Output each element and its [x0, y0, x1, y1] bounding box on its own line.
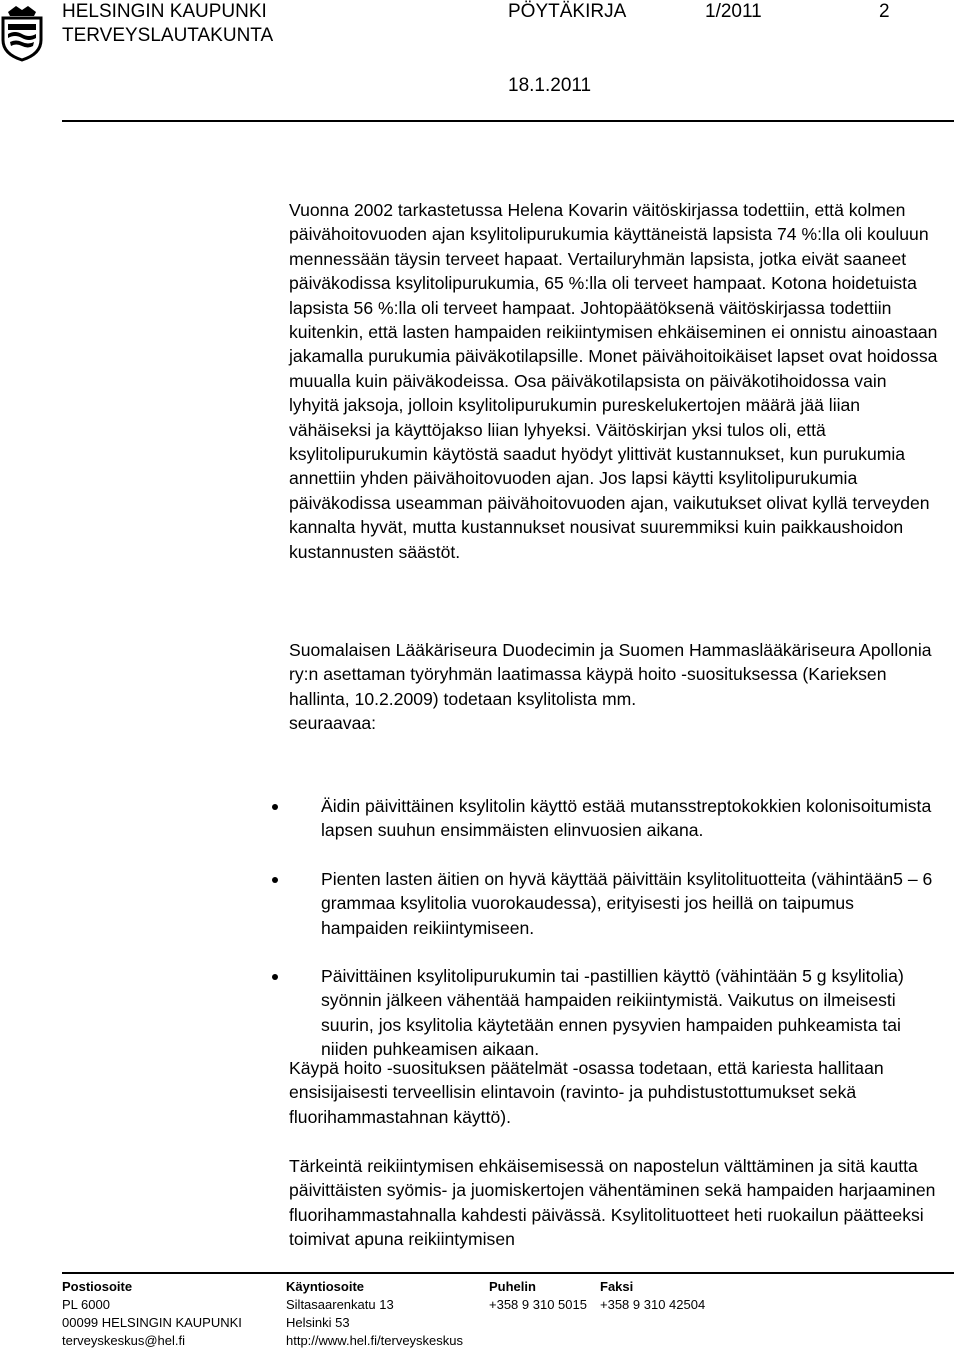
footer-divider: [62, 1272, 954, 1274]
list-item: Pienten lasten äitien on hyvä käyttää päivittäin ksylitolituotteita (vähintään5 – 6 grammaa ksylitolia vuorokaudessa), erityisesti jos heillä on taipumus hampaiden reikiintymiseen.: [272, 867, 942, 940]
helsinki-coat-of-arms-logo: [0, 2, 44, 62]
recommendation-list: [272, 794, 942, 1062]
bullet-icon: [272, 974, 278, 980]
footer-email: terveyskeskus@hel.fi: [62, 1333, 186, 1348]
bullet-icon: [272, 804, 278, 810]
footer-fax: [600, 1278, 705, 1314]
header-doc-number: 1/2011: [705, 1, 762, 22]
footer-visit-heading: Käyntiosoite: [286, 1279, 365, 1294]
header-city: HELSINGIN KAUPUNKI: [62, 1, 267, 22]
footer-fax-number: +358 9 310 42504: [600, 1297, 706, 1312]
body-paragraph-3: Käypä hoito -suosituksen päätelmät -osassa todetaan, että kariesta hallitaan ensisijaisesti terveellisin elintavoin (ravinto- ja puhdistustottumukset sekä fluorihammastahnan käyttö).: [289, 1058, 884, 1127]
header-doc-type: PÖYTÄKIRJA: [508, 1, 627, 22]
list-item: Päivittäinen ksylitolipurukumin tai -pastillien käyttö (vähintään 5 g ksylitolia) syönnin jälkeen vähentää hampaiden reikiintymistä. Vaikutus on ilmeisesti suurin, jos ksylitolia käytetään ennen pysyvien hampaiden puhkeamista tai niiden puhkeamisen aikaan.: [272, 964, 942, 1062]
list-item: Äidin päivittäinen ksylitolin käyttö estää mutansstreptokokkien kolonisoitumista lapsen suuhun ensimmäisten elinvuosien aikana.: [272, 794, 942, 843]
footer-phone-number: +358 9 310 5015: [489, 1297, 587, 1312]
footer-postal-heading: Postiosoite: [62, 1279, 133, 1294]
footer-website-link[interactable]: http://www.hel.fi/terveyskeskus: [286, 1333, 464, 1348]
header-page-number: 2: [879, 1, 890, 22]
footer-visit-street: Siltasaarenkatu 13: [286, 1297, 394, 1312]
footer-postal-address: [62, 1278, 242, 1350]
footer-visiting-address: [286, 1278, 463, 1350]
body-paragraph-2-tail: seuraavaa:: [289, 713, 377, 734]
body-paragraph-2-main: Suomalaisen Lääkäriseura Duodecimin ja Suomen Hammaslääkäriseura Apollonia ry:n asettaman työryhmän laatimassa käypä hoito -suosituksessa (Karieksen hallinta, 10.2.2009) todetaan ksylitolista mm.: [289, 640, 932, 709]
header-date: 18.1.2011: [508, 75, 592, 96]
footer-fax-heading: Faksi: [600, 1279, 634, 1294]
footer-phone-heading: Puhelin: [489, 1279, 536, 1294]
footer-postal-box: PL 6000: [62, 1297, 110, 1312]
header-divider: [62, 120, 954, 122]
footer-visit-city: Helsinki 53: [286, 1315, 350, 1330]
header-board: TERVEYSLAUTAKUNTA: [62, 25, 274, 46]
bullet-icon: [272, 877, 278, 883]
footer-phone: [489, 1278, 587, 1314]
body-paragraph-1: Vuonna 2002 tarkastetussa Helena Kovarin väitöskirjassa todettiin, että kolmen päivähoitovuoden ajan ksylitolipurukumia käyttäneistä lapsista 74 %:lla oli kouluun mennessään täysin terveet hapaat. Vertailuryhmän lapsista, jotka eivät saaneet päiväkodissa ksylitolipurukumia, 65 %:lla oli terveet hampaat. Kotona hoidetuista lapsista 56 %:lla oli terveet hampaat. Johtopäätöksenä väitöskirjassa todettiin kuitenkin, että lasten hampaiden reikiintymisen ehkäiseminen ei onnistu ainoastaan jakamalla purukumia päiväkotilapsille. Monet päivähoitoikäiset lapset ovat hoidossa muualla kuin päiväkodeissa. Osa päiväkotilapsista on päiväkotihoidossa vain lyhyitä jaksoja, jolloin ksylitolipurukumin pureskelukertojen määrä jää liian vähäiseksi ja käyttöjakso liian lyhyeksi. Väitöskirjan yksi tulos oli, että ksylitolipurukumin käytöstä saadut hyödyt ylittivät kustannukset, kun purukumia annettiin yhden päivähoitovuoden ajan. Jos lapsi käytti ksylitolipurukumia päiväkodissa useamman päivähoitovuoden ajan, vaikutukset olivat kyllä terveyden kannalta hyvät, mutta kustannukset nousivat suuremmiksi kuin paikkaushoidon kustannusten säästöt.: [289, 200, 938, 562]
footer-postal-city: 00099 HELSINGIN KAUPUNKI: [62, 1315, 242, 1330]
body-paragraph-2: [289, 638, 941, 736]
body-paragraph-4: Tärkeintä reikiintymisen ehkäisemisessä on napostelun välttäminen ja sitä kautta päivittäisten syömis- ja juomiskertojen vähentäminen sekä hampaiden harjaaminen fluorihammastahnalla kahdesti päivässä. Ksylitolituotteet heti ruokailun päätteeksi toimivat apuna reikiintymisen: [289, 1156, 936, 1250]
